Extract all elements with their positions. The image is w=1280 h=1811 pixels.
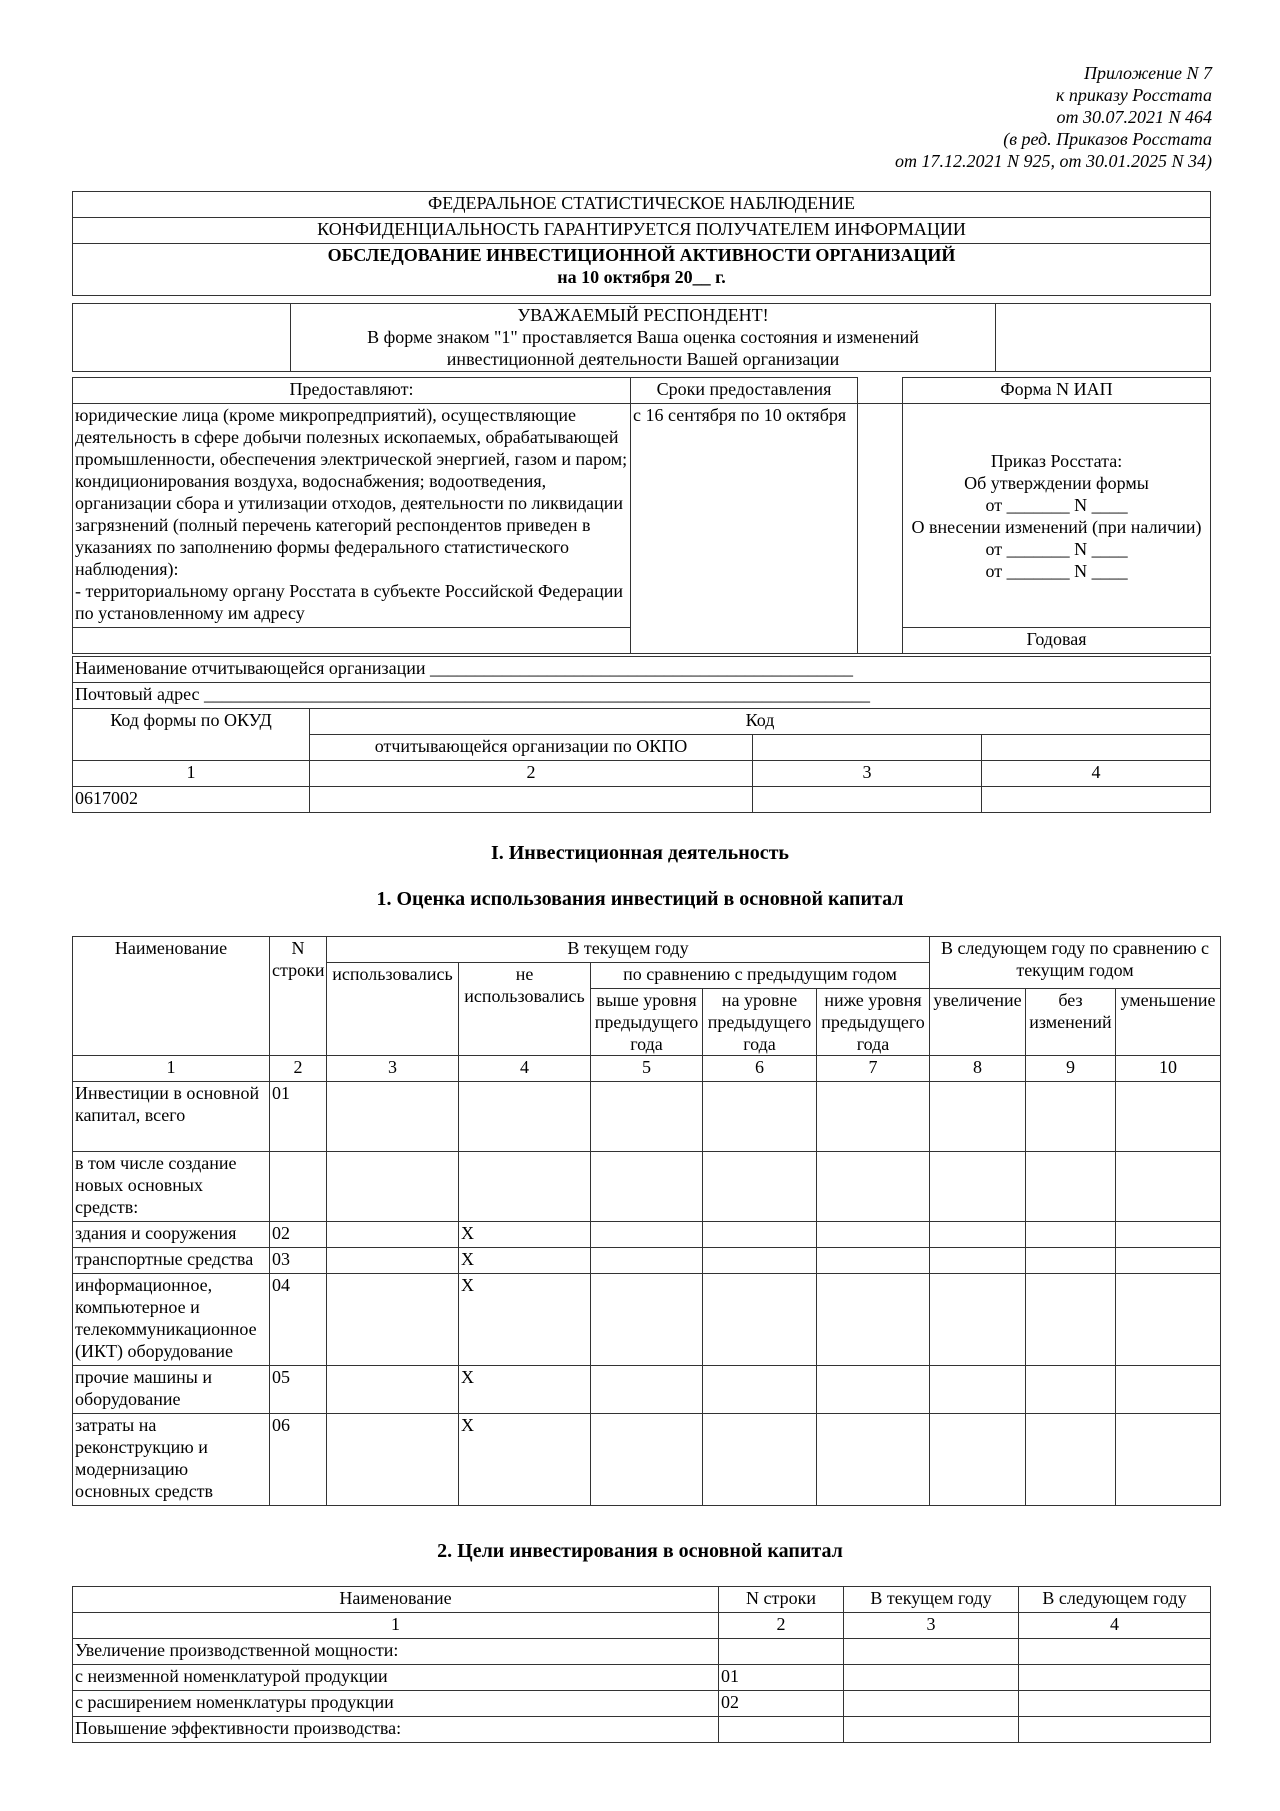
input-cell[interactable] <box>703 1366 817 1414</box>
col-number: 1 <box>73 1056 270 1082</box>
deadline-header: Сроки предоставления <box>631 378 858 404</box>
input-cell[interactable] <box>1019 1665 1211 1691</box>
table-row <box>73 1639 1211 1665</box>
col-number: 4 <box>982 761 1211 787</box>
respondent-right-blank <box>996 304 1211 372</box>
input-cell[interactable] <box>327 1082 459 1152</box>
input-cell[interactable] <box>591 1248 703 1274</box>
t1-h-num: N строки <box>270 937 327 1056</box>
t1-h-level: на уровне предыдущего года <box>703 989 817 1056</box>
input-cell[interactable] <box>459 1152 591 1222</box>
x-mark: X <box>459 1248 591 1274</box>
input-cell[interactable] <box>591 1274 703 1366</box>
okud-label: Код формы по ОКУД <box>73 709 310 761</box>
postal-address-field[interactable]: Почтовый адрес __________________________________________________________________________ <box>73 683 1211 709</box>
t2-h-next: В следующем году <box>1019 1587 1211 1613</box>
respondent-heading: УВАЖАЕМЫЙ РЕСПОНДЕНТ! <box>517 305 769 325</box>
row-num: 01 <box>719 1665 844 1691</box>
t1-h-next: В следующем году по сравнению с текущим годом <box>930 937 1221 989</box>
t1-h-nochange: без изменений <box>1026 989 1116 1056</box>
appendix-note <box>895 62 1212 172</box>
input-cell[interactable] <box>817 1082 930 1152</box>
input-cell[interactable] <box>930 1152 1026 1222</box>
input-cell[interactable] <box>459 1082 591 1152</box>
input-cell[interactable] <box>1116 1222 1221 1248</box>
order-line: от _______ N ____ <box>985 538 1128 559</box>
input-cell[interactable] <box>1116 1082 1221 1152</box>
row-name: затраты на реконструкцию и модернизацию основных средств <box>73 1414 270 1506</box>
order-line: от _______ N ____ <box>985 494 1128 515</box>
input-cell[interactable] <box>327 1274 459 1366</box>
input-cell[interactable] <box>703 1248 817 1274</box>
input-cell[interactable] <box>327 1414 459 1506</box>
table-row <box>73 1222 1221 1248</box>
t1-h-above: выше уровня предыдущего года <box>591 989 703 1056</box>
order-line: О внесении изменений (при наличии) <box>911 516 1202 537</box>
t1-h-below: ниже уровня предыдущего года <box>817 989 930 1056</box>
input-cell[interactable] <box>327 1248 459 1274</box>
input-cell[interactable] <box>930 1082 1026 1152</box>
row-num: 06 <box>270 1414 327 1506</box>
t1-h-increase: увеличение <box>930 989 1026 1056</box>
input-cell[interactable] <box>1026 1222 1116 1248</box>
input-cell[interactable] <box>817 1248 930 1274</box>
table-row <box>73 1665 1211 1691</box>
row-num: 05 <box>270 1366 327 1414</box>
org-name-field[interactable]: Наименование отчитывающейся организации _______________________________________________ <box>73 657 1211 683</box>
section1-title: I. Инвестиционная деятельность <box>490 842 790 864</box>
input-cell[interactable] <box>1019 1639 1211 1665</box>
input-cell[interactable] <box>327 1222 459 1248</box>
section2-title: 2. Цели инвестирования в основной капитал <box>437 1540 843 1562</box>
deadline-text: с 16 сентября по 10 октября <box>631 404 858 654</box>
input-cell[interactable] <box>703 1274 817 1366</box>
table-row <box>73 1366 1221 1414</box>
confidentiality-title: КОНФИДЕНЦИАЛЬНОСТЬ ГАРАНТИРУЕТСЯ ПОЛУЧАТЕЛЕМ ИНФОРМАЦИИ <box>73 218 1211 244</box>
row-name: Повышение эффективности производства: <box>73 1717 719 1743</box>
col-number: 6 <box>703 1056 817 1082</box>
table-row <box>73 1082 1221 1152</box>
input-cell[interactable] <box>1026 1082 1116 1152</box>
spacer-cell <box>858 378 903 404</box>
okpo-value-field[interactable] <box>310 787 753 813</box>
code-field[interactable] <box>982 787 1211 813</box>
order-line: от _______ N ____ <box>985 560 1128 581</box>
appendix-line: (в ред. Приказов Росстата <box>1003 129 1212 149</box>
input-cell[interactable] <box>1116 1366 1221 1414</box>
col-number: 7 <box>817 1056 930 1082</box>
blank-mid-cell <box>858 404 903 654</box>
appendix-line: Приложение N 7 <box>1083 63 1212 83</box>
form-header-table <box>72 191 1211 654</box>
input-cell[interactable] <box>703 1222 817 1248</box>
input-cell[interactable] <box>1026 1152 1116 1222</box>
respondent-text: инвестиционной деятельности Вашей организации <box>446 349 840 369</box>
row-name: с неизменной номенклатурой продукции <box>73 1665 719 1691</box>
input-cell[interactable] <box>1026 1248 1116 1274</box>
input-cell[interactable] <box>591 1152 703 1222</box>
input-cell[interactable] <box>591 1366 703 1414</box>
survey-name: ОБСЛЕДОВАНИЕ ИНВЕСТИЦИОННОЙ АКТИВНОСТИ ОРГАНИЗАЦИЙ <box>327 245 956 265</box>
t2-h-name: Наименование <box>73 1587 719 1613</box>
input-cell[interactable] <box>1026 1274 1116 1366</box>
x-mark: X <box>459 1222 591 1248</box>
table-row <box>73 1274 1221 1366</box>
input-cell[interactable] <box>817 1414 930 1506</box>
col-number: 5 <box>591 1056 703 1082</box>
x-mark: X <box>459 1366 591 1414</box>
table-row <box>73 1248 1221 1274</box>
row-num <box>270 1152 327 1222</box>
order-line: Приказ Росстата: <box>990 450 1123 471</box>
form-name-header: Форма N ИАП <box>903 378 1211 404</box>
row-num <box>719 1717 844 1743</box>
col-number: 9 <box>1026 1056 1116 1082</box>
survey-date: на 10 октября 20__ г. <box>557 267 726 287</box>
section1-subtitle: 1. Оценка использования инвестиций в основной капитал <box>376 888 904 910</box>
respondent-left-blank <box>73 304 291 372</box>
t1-h-notused: не использовались <box>459 963 591 1056</box>
okud-value: 0617002 <box>73 787 310 813</box>
row-num: 03 <box>270 1248 327 1274</box>
input-cell[interactable] <box>703 1414 817 1506</box>
t1-h-decrease: уменьшение <box>1116 989 1221 1056</box>
input-cell[interactable] <box>1019 1717 1211 1743</box>
input-cell[interactable] <box>817 1274 930 1366</box>
input-cell[interactable] <box>930 1274 1026 1366</box>
who-text <box>73 404 631 628</box>
t2-h-current: В текущем году <box>844 1587 1019 1613</box>
appendix-line: от 30.07.2021 N 464 <box>1056 107 1212 127</box>
input-cell[interactable] <box>1116 1414 1221 1506</box>
code-label: Код <box>310 709 1211 735</box>
investment-goals-table <box>72 1586 1211 1743</box>
t2-h-num: N строки <box>719 1587 844 1613</box>
input-cell[interactable] <box>1019 1691 1211 1717</box>
row-num: 04 <box>270 1274 327 1366</box>
row-name: Инвестиции в основной капитал, всего <box>73 1082 270 1152</box>
row-num: 02 <box>270 1222 327 1248</box>
row-num: 02 <box>719 1691 844 1717</box>
row-name: Увеличение производственной мощности: <box>73 1639 719 1665</box>
order-info <box>903 404 1211 628</box>
col-number: 8 <box>930 1056 1026 1082</box>
input-cell[interactable] <box>703 1082 817 1152</box>
row-num <box>719 1639 844 1665</box>
input-cell[interactable] <box>327 1152 459 1222</box>
input-cell[interactable] <box>591 1222 703 1248</box>
code-field[interactable] <box>753 787 982 813</box>
table-row <box>73 1414 1221 1506</box>
input-cell[interactable] <box>844 1665 1019 1691</box>
row-name: прочие машины и оборудование <box>73 1366 270 1414</box>
input-cell[interactable] <box>930 1366 1026 1414</box>
input-cell[interactable] <box>817 1222 930 1248</box>
t1-h-current: В текущем году <box>327 937 930 963</box>
input-cell[interactable] <box>1116 1152 1221 1222</box>
input-cell[interactable] <box>930 1222 1026 1248</box>
x-mark: X <box>459 1274 591 1366</box>
who-blank-row <box>73 628 631 654</box>
who-header: Предоставляют: <box>73 378 631 404</box>
input-cell[interactable] <box>817 1152 930 1222</box>
table-row <box>73 1717 1211 1743</box>
col-number: 4 <box>459 1056 591 1082</box>
col-number: 1 <box>73 1613 719 1639</box>
survey-title <box>73 244 1211 296</box>
input-cell[interactable] <box>817 1366 930 1414</box>
t1-h-name: Наименование <box>73 937 270 1056</box>
input-cell[interactable] <box>930 1248 1026 1274</box>
row-num: 01 <box>270 1082 327 1152</box>
t1-h-used: использовались <box>327 963 459 1056</box>
col-number: 10 <box>1116 1056 1221 1082</box>
periodicity: Годовая <box>903 628 1211 654</box>
federal-title: ФЕДЕРАЛЬНОЕ СТАТИСТИЧЕСКОЕ НАБЛЮДЕНИЕ <box>73 192 1211 218</box>
input-cell[interactable] <box>591 1082 703 1152</box>
row-name: транспортные средства <box>73 1248 270 1274</box>
input-cell[interactable] <box>844 1691 1019 1717</box>
row-name: с расширением номенклатуры продукции <box>73 1691 719 1717</box>
input-cell[interactable] <box>930 1414 1026 1506</box>
appendix-line: к приказу Росстата <box>1055 85 1212 105</box>
table-row <box>73 1152 1221 1222</box>
col-number: 3 <box>327 1056 459 1082</box>
input-cell[interactable] <box>703 1152 817 1222</box>
row-name: в том числе создание новых основных средств: <box>73 1152 270 1222</box>
appendix-line: от 17.12.2021 N 925, от 30.01.2025 N 34) <box>894 151 1212 171</box>
x-mark: X <box>459 1414 591 1506</box>
input-cell[interactable] <box>844 1717 1019 1743</box>
input-cell[interactable] <box>1116 1248 1221 1274</box>
t1-h-compare: по сравнению с предыдущим годом <box>591 963 930 989</box>
code-blank <box>982 735 1211 761</box>
col-number: 3 <box>844 1613 1019 1639</box>
input-cell[interactable] <box>591 1414 703 1506</box>
col-number: 3 <box>753 761 982 787</box>
code-blank <box>753 735 982 761</box>
okpo-label: отчитывающейся организации по ОКПО <box>310 735 753 761</box>
row-name: здания и сооружения <box>73 1222 270 1248</box>
input-cell[interactable] <box>844 1639 1019 1665</box>
respondent-notice <box>291 304 996 372</box>
who-recipient: - территориальному органу Росстата в субъекте Российской Федерации по установленному им адресу <box>75 581 624 623</box>
col-number: 4 <box>1019 1613 1211 1639</box>
col-number: 2 <box>270 1056 327 1082</box>
respondent-text: В форме знаком "1" проставляется Ваша оценка состояния и изменений <box>367 327 919 347</box>
input-cell[interactable] <box>1026 1366 1116 1414</box>
table-row <box>73 1691 1211 1717</box>
row-name: информационное, компьютерное и телекоммуникационное (ИКТ) оборудование <box>73 1274 270 1366</box>
input-cell[interactable] <box>327 1366 459 1414</box>
col-number: 2 <box>719 1613 844 1639</box>
input-cell[interactable] <box>1116 1274 1221 1366</box>
col-number: 2 <box>310 761 753 787</box>
investment-usage-table <box>72 936 1221 1506</box>
col-number: 1 <box>73 761 310 787</box>
input-cell[interactable] <box>1026 1414 1116 1506</box>
organization-table <box>72 656 1211 813</box>
order-line: Об утверждении формы <box>964 472 1149 493</box>
who-description: юридические лица (кроме микропредприятий), осуществляющие деятельность в сфере добычи полезных ископаемых, обрабатывающей промышленности, обеспечения электрической энергией, газом и паром; кондиционирования воздуха, водоснабжения; водоотведения, организации сбора и утилизации отходов, деятельности по ликвидации загрязнений (полный перечень категорий респондентов приведен в указаниях по заполнению формы федерального статистического наблюдения): <box>75 405 628 579</box>
